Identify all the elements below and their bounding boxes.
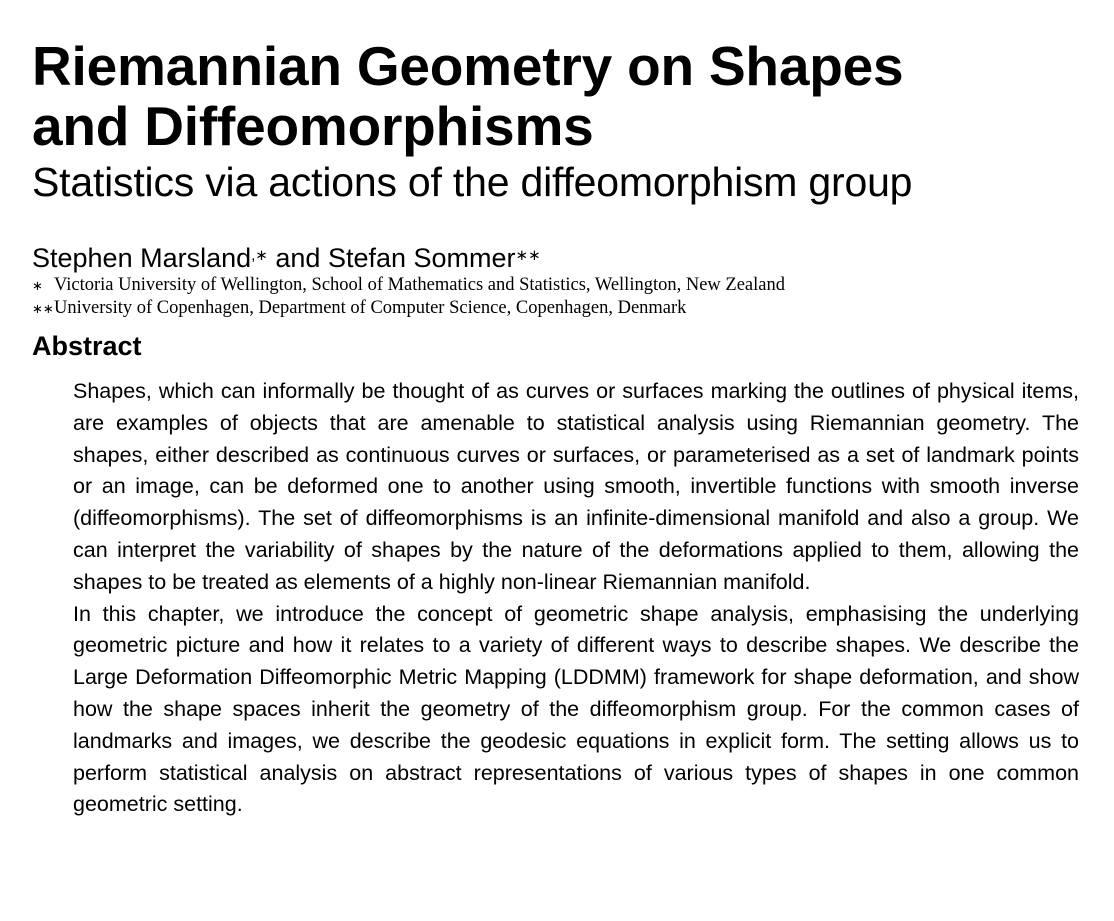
paper-page (32, 36, 1082, 821)
affiliation-text-1: Victoria University of Wellington, School of Mathematics and Statistics, Wellington, New Zealand (54, 275, 785, 295)
paper-title (32, 36, 1082, 156)
author-connector: and (267, 243, 328, 273)
abstract-paragraph-2: In this chapter, we introduce the concept of geometric shape analysis, emphasising the underlying geometric picture and how it relates to a variety of different ways to describe shapes. We describe the Large Deformation Diffeomorphic Metric Mapping (LDDMM) framework for shape deformation, and show how the shape spaces inherit the geometry of the diffeomorphism group. For the common cases of landmarks and images, we describe the geodesic equations in explicit form. The setting allows us to perform statistical analysis on abstract representations of various types of shapes in one common geometric setting. (73, 601, 1079, 817)
author-name-1: Stephen Marsland (32, 243, 252, 273)
abstract-body (73, 376, 1079, 821)
author-list (32, 242, 1082, 274)
affiliation-1 (32, 274, 1082, 297)
title-line-1: Riemannian Geometry on Shapes (32, 35, 904, 97)
author-mark-2: ∗∗ (515, 247, 541, 264)
affiliation-text-2: University of Copenhagen, Department of Computer Science, Copenhagen, Denmark (54, 298, 687, 318)
title-line-2: and Diffeomorphisms (32, 95, 594, 157)
abstract-paragraph-1: Shapes, which can informally be thought of as curves or surfaces marking the outlines of physical items, are examples of objects that are amenable to statistical analysis using Riemannian geometry. The shapes, either described as continuous curves or surfaces, or parameterised as a set of landmark points or an image, can be deformed one to another using smooth, invertible functions with smooth inverse (diffeomorphisms). The set of diffeomorphisms is an infinite-dimensional manifold and also a group. We can interpret the variability of shapes by the nature of the deformations applied to them, allowing the shapes to be treated as elements of a highly non-linear Riemannian manifold. (73, 379, 1079, 594)
abstract-heading: Abstract (32, 331, 142, 361)
affiliation-mark-1: ∗ (32, 278, 43, 293)
author-name-2: Stefan Sommer (327, 243, 516, 273)
author-mark-1: ,∗ (251, 247, 268, 264)
affiliation-mark-2: ∗∗ (32, 301, 54, 316)
paper-subtitle: Statistics via actions of the diffeomorphism group (32, 159, 913, 205)
affiliation-2 (32, 297, 1082, 320)
